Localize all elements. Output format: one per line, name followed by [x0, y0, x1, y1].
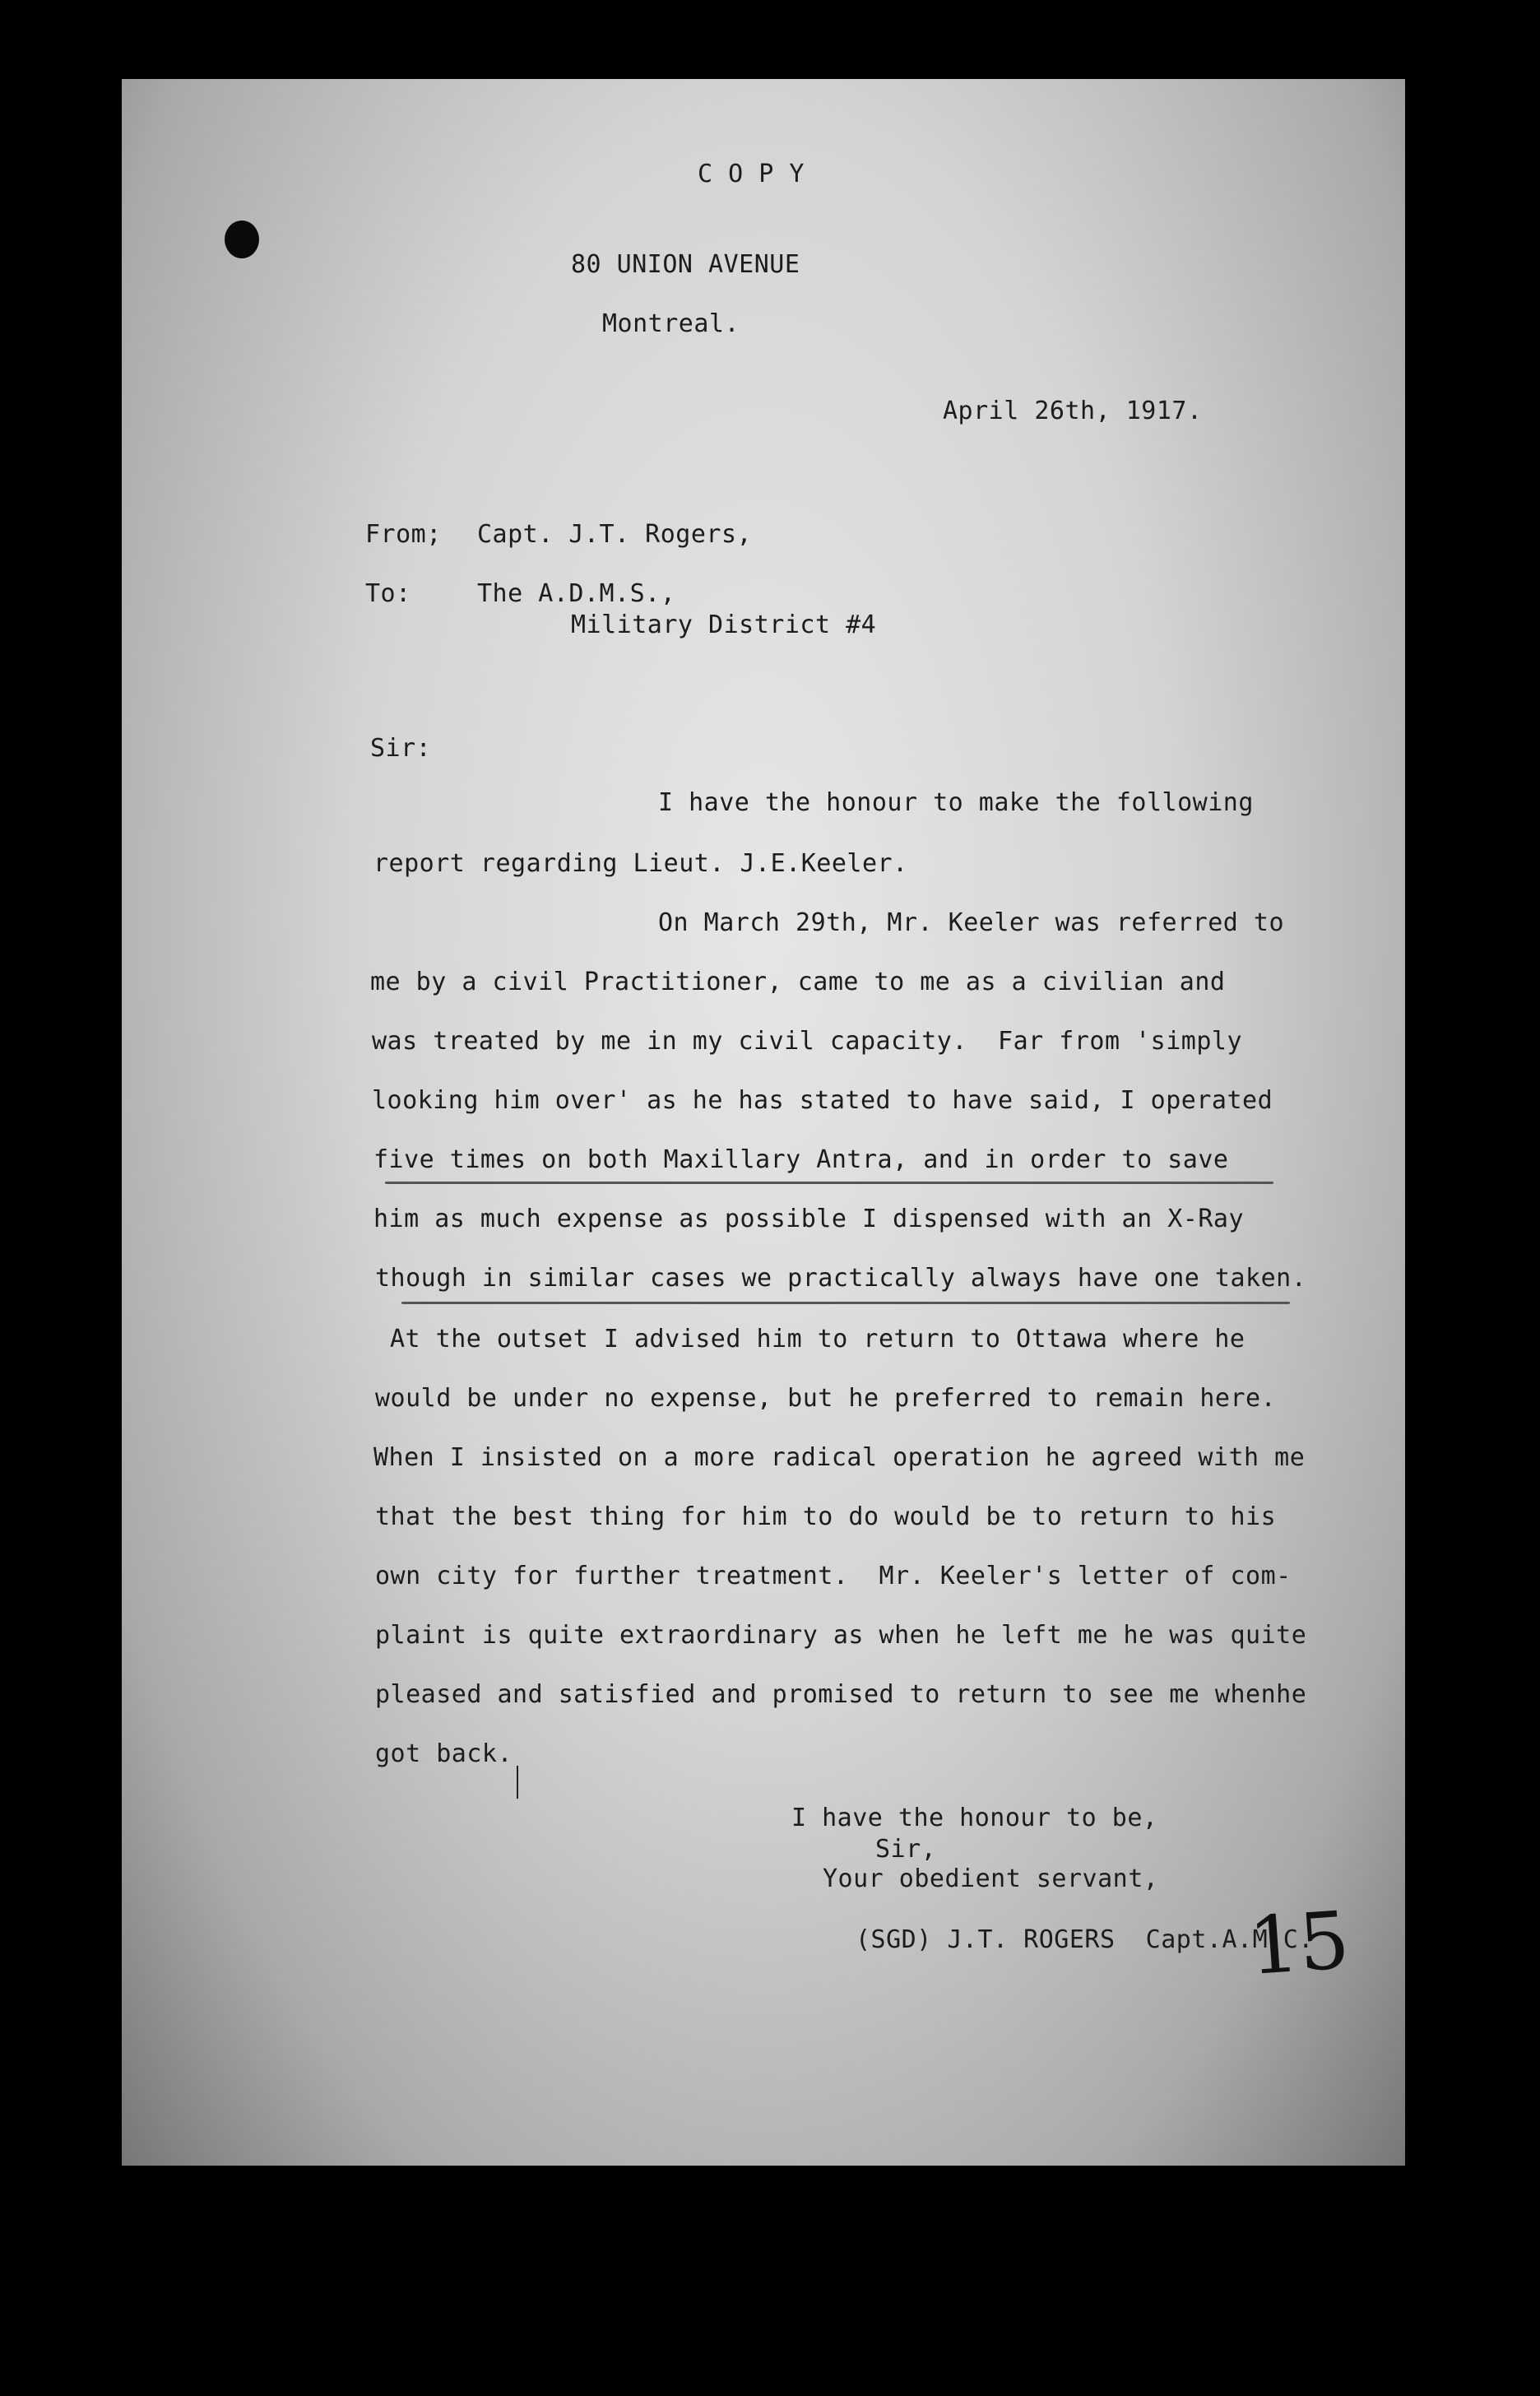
- to-label: To:: [365, 579, 411, 608]
- closing-line-1: I have the honour to be,: [791, 1804, 1158, 1832]
- body-line: got back.: [375, 1739, 513, 1768]
- body-line: pleased and satisfied and promised to return to see me whenhe: [375, 1680, 1307, 1709]
- signature-line: (SGD) J.T. ROGERS Capt.A.M.C.: [856, 1925, 1314, 1954]
- body-line: though in similar cases we practically always have one taken.: [375, 1264, 1307, 1293]
- body-line: me by a civil Practitioner, came to me as a civilian and: [370, 968, 1226, 996]
- body-line: that the best thing for him to do would be to return to his: [375, 1502, 1277, 1531]
- body-line: I have the honour to make the following: [658, 788, 1254, 817]
- address-line-1: 80 UNION AVENUE: [571, 250, 800, 279]
- body-line: When I insisted on a more radical operation he agreed with me: [373, 1443, 1306, 1472]
- address-line-2: Montreal.: [602, 309, 740, 338]
- pencil-underline: [385, 1182, 1273, 1184]
- body-line: five times on both Maxillary Antra, and in order to save: [373, 1145, 1229, 1174]
- body-line: was treated by me in my civil capacity. Far from 'simply: [372, 1027, 1243, 1056]
- copy-mark: C O P Y: [698, 160, 805, 188]
- body-line: At the outset I advised him to return to Ottawa where he: [390, 1325, 1245, 1354]
- body-line: own city for further treatment. Mr. Keeler's letter of com-: [375, 1562, 1292, 1590]
- pencil-stroke: [517, 1766, 518, 1799]
- closing-line-3: Your obedient servant,: [823, 1864, 1159, 1893]
- body-line: would be under no expense, but he preferred to remain here.: [375, 1384, 1277, 1413]
- to-value-line-1: The A.D.M.S.,: [477, 579, 676, 608]
- salutation: Sir:: [370, 734, 432, 763]
- pencil-underline: [401, 1302, 1290, 1304]
- handwritten-page-number: 15: [1245, 1893, 1352, 1994]
- body-line: him as much expense as possible I dispensed with an X-Ray: [373, 1205, 1245, 1233]
- body-line: plaint is quite extraordinary as when he left me he was quite: [375, 1621, 1307, 1650]
- from-value: Capt. J.T. Rogers,: [477, 520, 753, 549]
- to-value-line-2: Military District #4: [571, 611, 877, 639]
- closing-line-2: Sir,: [875, 1835, 937, 1864]
- body-line: looking him over' as he has stated to have said, I operated: [372, 1086, 1273, 1115]
- document-page: [122, 79, 1405, 2166]
- from-label: From;: [365, 520, 442, 549]
- body-line: On March 29th, Mr. Keeler was referred to: [658, 908, 1285, 937]
- letter-date: April 26th, 1917.: [943, 397, 1203, 425]
- punch-hole: [225, 221, 259, 258]
- body-line: report regarding Lieut. J.E.Keeler.: [373, 849, 908, 878]
